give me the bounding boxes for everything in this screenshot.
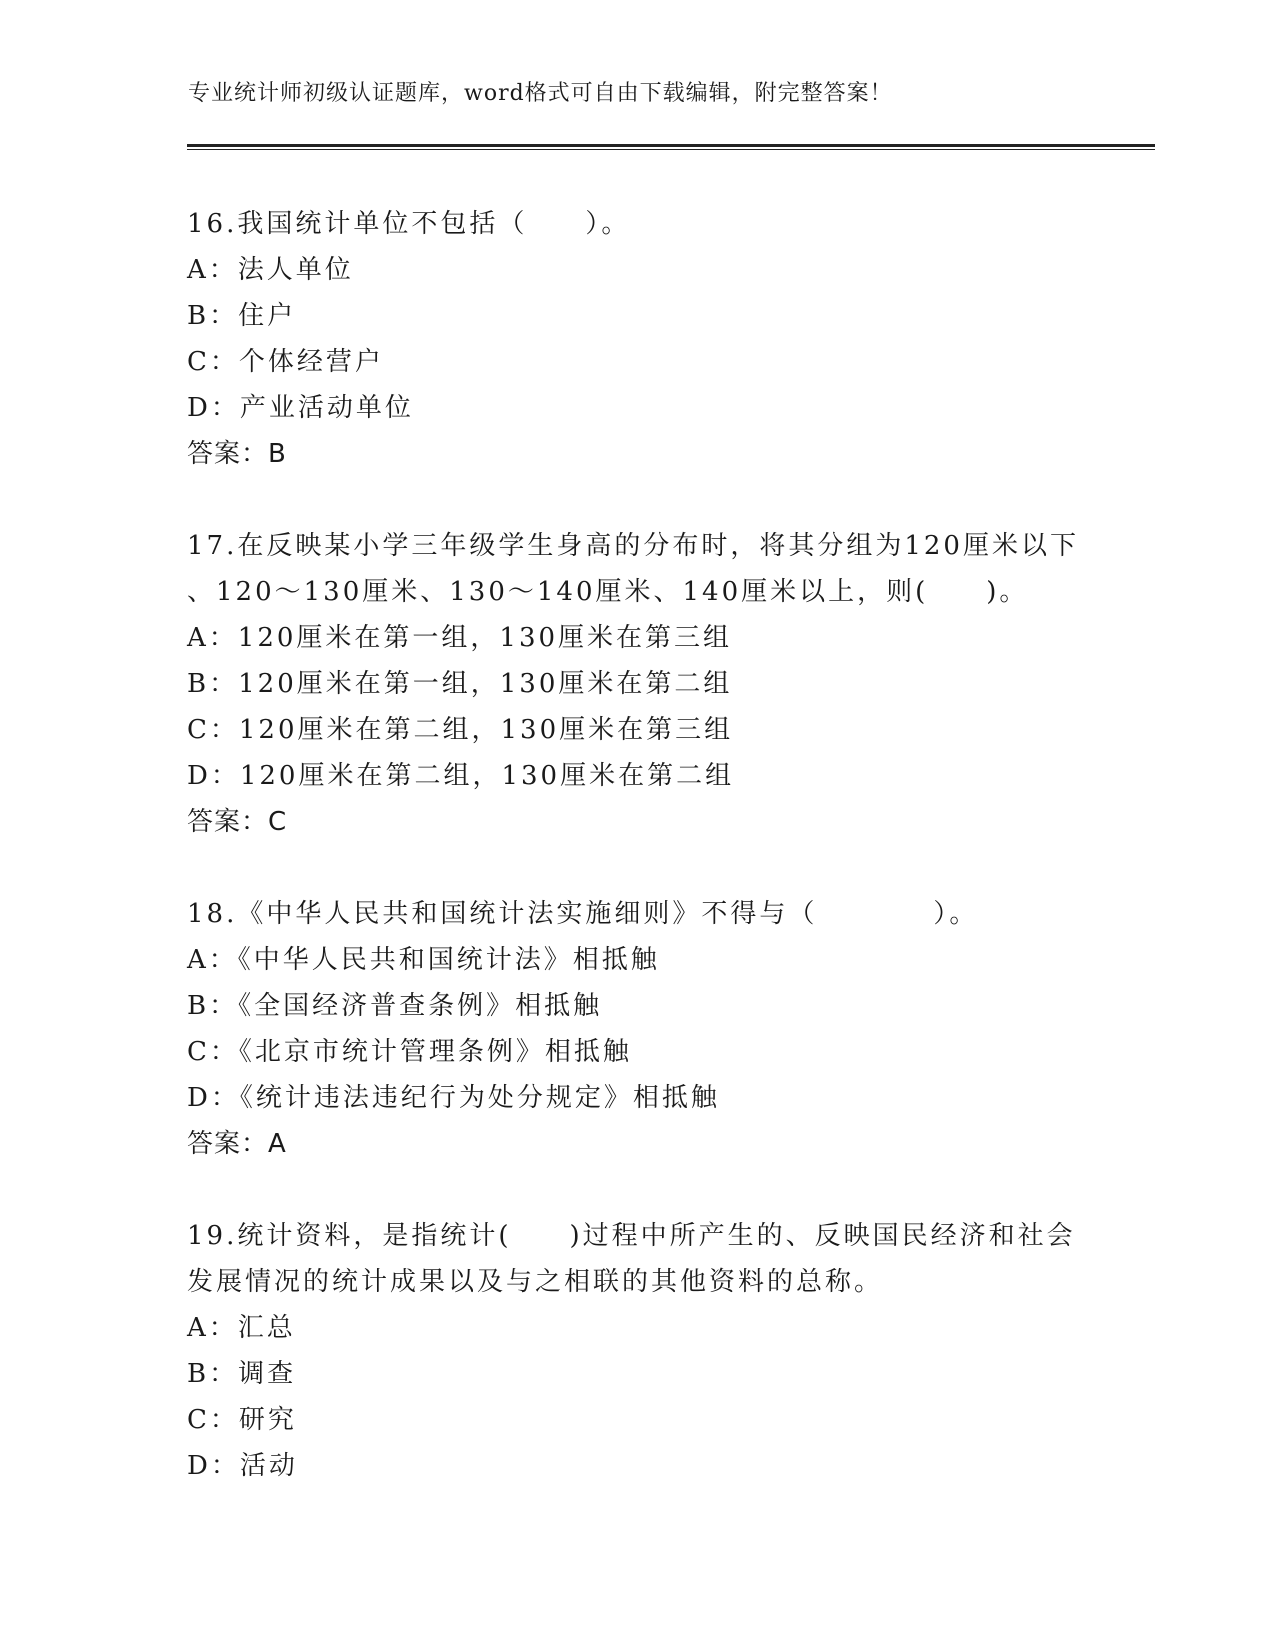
question-18 [187, 891, 1087, 1167]
option-d: D：活动 [187, 1451, 298, 1481]
answer-line: 答案：B [187, 439, 287, 469]
header-rule-thin [187, 149, 1155, 150]
answer-line: 答案：C [187, 807, 288, 837]
option-d: D：产业活动单位 [187, 393, 414, 423]
question-stem-continued: 、120～130厘米、130～140厘米、140厘米以上，则( )。 [187, 577, 1029, 607]
header-rule-thick [187, 144, 1155, 147]
answer-line: 答案：A [187, 1129, 287, 1159]
question-stem-continued: 发展情况的统计成果以及与之相联的其他资料的总称。 [187, 1267, 884, 1297]
option-b: B：调查 [187, 1359, 297, 1389]
option-b: B：《全国经济普查条例》相抵触 [187, 991, 603, 1021]
option-c: C：研究 [187, 1405, 297, 1435]
question-stem: 17.在反映某小学三年级学生身高的分布时，将其分组为120厘米以下 [187, 531, 1079, 561]
option-b: B：住户 [187, 301, 297, 331]
option-c: C：个体经营户 [187, 347, 384, 377]
option-a: A：《中华人民共和国统计法》相抵触 [187, 945, 660, 975]
question-stem: 18.《中华人民共和国统计法实施细则》不得与（ ）。 [187, 899, 979, 929]
question-stem: 19.统计资料，是指统计( )过程中所产生的、反映国民经济和社会 [187, 1221, 1076, 1251]
question-17 [187, 523, 1087, 845]
option-a: A：汇总 [187, 1313, 296, 1343]
option-d: D：《统计违法违纪行为处分规定》相抵触 [187, 1083, 720, 1113]
option-a: A：法人单位 [187, 255, 354, 285]
option-d: D：120厘米在第二组，130厘米在第二组 [187, 761, 735, 791]
question-stem: 16.我国统计单位不包括（ ）。 [187, 209, 631, 239]
option-a: A：120厘米在第一组，130厘米在第三组 [187, 623, 733, 653]
option-c: C：《北京市统计管理条例》相抵触 [187, 1037, 632, 1067]
header-text: 专业统计师初级认证题库，word格式可自由下载编辑，附完整答案！ [188, 81, 893, 106]
question-list [187, 201, 1087, 1535]
question-19 [187, 1213, 1087, 1489]
option-c: C：120厘米在第二组，130厘米在第三组 [187, 715, 734, 745]
option-b: B：120厘米在第一组，130厘米在第二组 [187, 669, 733, 699]
question-16 [187, 201, 1087, 477]
